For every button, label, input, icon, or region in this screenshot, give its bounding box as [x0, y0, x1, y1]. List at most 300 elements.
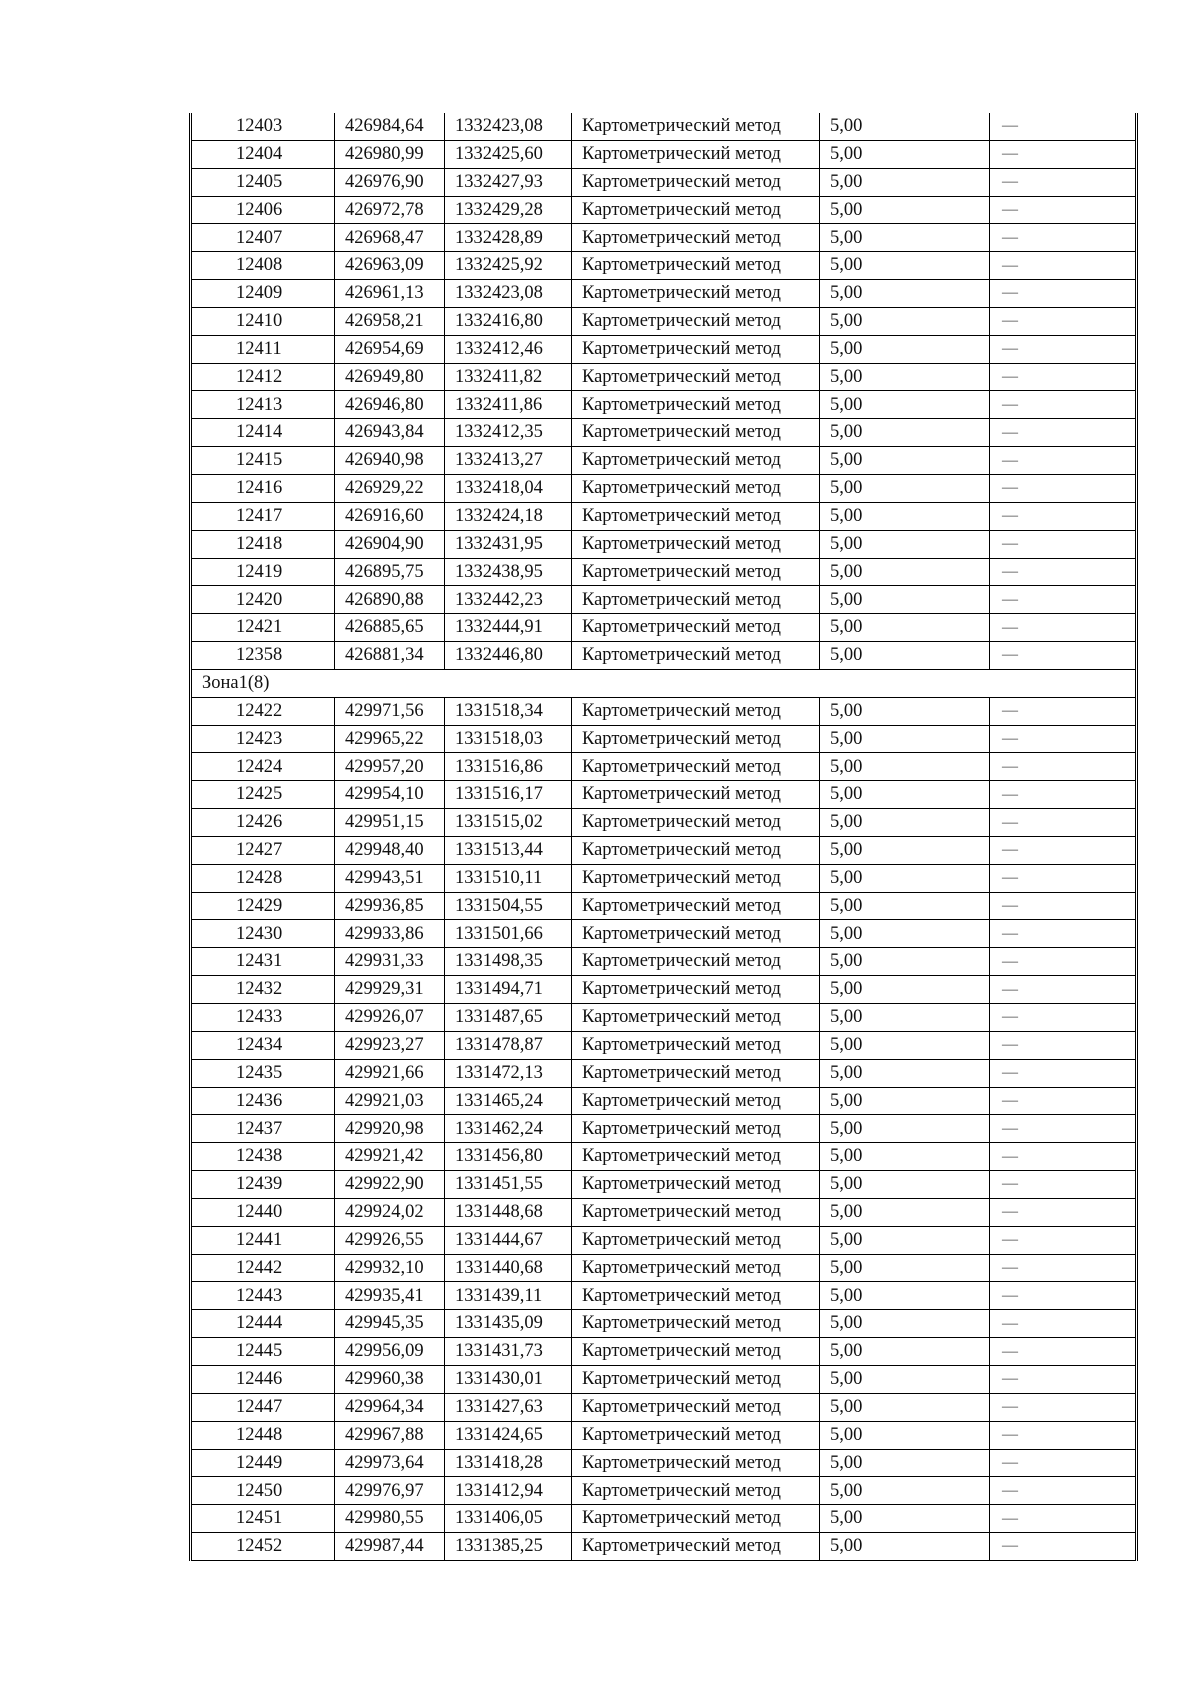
note-cell: — [990, 335, 1137, 363]
note-cell: — [990, 697, 1137, 725]
accuracy-cell: 5,00 [820, 1338, 990, 1366]
coord-y-cell: 1331504,55 [445, 892, 572, 920]
coord-y-cell: 1331439,11 [445, 1282, 572, 1310]
coord-y-cell: 1332429,28 [445, 196, 572, 224]
coord-y-cell: 1332412,35 [445, 419, 572, 447]
method-cell: Картометрический метод [572, 892, 820, 920]
method-cell: Картометрический метод [572, 447, 820, 475]
point-id-cell: 12436 [191, 1087, 335, 1115]
accuracy-cell: 5,00 [820, 252, 990, 280]
note-cell: — [990, 1004, 1137, 1032]
table-row [191, 1254, 1137, 1282]
table-row [191, 1449, 1137, 1477]
point-id-cell: 12451 [191, 1505, 335, 1533]
point-id-cell: 12438 [191, 1143, 335, 1171]
coord-x-cell: 429922,90 [335, 1171, 445, 1199]
note-cell: — [990, 1533, 1137, 1561]
coord-x-cell: 429935,41 [335, 1282, 445, 1310]
accuracy-cell: 5,00 [820, 419, 990, 447]
accuracy-cell: 5,00 [820, 1226, 990, 1254]
accuracy-cell: 5,00 [820, 948, 990, 976]
coord-y-cell: 1331478,87 [445, 1031, 572, 1059]
table-row [191, 558, 1137, 586]
coord-x-cell: 429920,98 [335, 1115, 445, 1143]
accuracy-cell: 5,00 [820, 864, 990, 892]
table-row [191, 1533, 1137, 1561]
point-id-cell: 12408 [191, 252, 335, 280]
note-cell: — [990, 1143, 1137, 1171]
coord-x-cell: 426946,80 [335, 391, 445, 419]
point-id-cell: 12424 [191, 753, 335, 781]
accuracy-cell: 5,00 [820, 1115, 990, 1143]
coord-x-cell: 429929,31 [335, 976, 445, 1004]
point-id-cell: 12411 [191, 335, 335, 363]
table-row [191, 1310, 1137, 1338]
point-id-cell: 12435 [191, 1059, 335, 1087]
method-cell: Картометрический метод [572, 530, 820, 558]
point-id-cell: 12452 [191, 1533, 335, 1561]
method-cell: Картометрический метод [572, 1477, 820, 1505]
coord-y-cell: 1331501,66 [445, 920, 572, 948]
coord-x-cell: 429921,66 [335, 1059, 445, 1087]
coord-x-cell: 426954,69 [335, 335, 445, 363]
accuracy-cell: 5,00 [820, 1421, 990, 1449]
table-row [191, 920, 1137, 948]
point-id-cell: 12440 [191, 1198, 335, 1226]
point-id-cell: 12449 [191, 1449, 335, 1477]
accuracy-cell: 5,00 [820, 140, 990, 168]
point-id-cell: 12431 [191, 948, 335, 976]
note-cell: — [990, 836, 1137, 864]
point-id-cell: 12417 [191, 502, 335, 530]
coord-x-cell: 426963,09 [335, 252, 445, 280]
coord-x-cell: 429926,07 [335, 1004, 445, 1032]
table-row [191, 614, 1137, 642]
coord-x-cell: 429976,97 [335, 1477, 445, 1505]
table-row [191, 140, 1137, 168]
coord-x-cell: 426904,90 [335, 530, 445, 558]
coord-y-cell: 1332413,27 [445, 447, 572, 475]
accuracy-cell: 5,00 [820, 1143, 990, 1171]
note-cell: — [990, 753, 1137, 781]
coord-x-cell: 426895,75 [335, 558, 445, 586]
coord-x-cell: 426943,84 [335, 419, 445, 447]
point-id-cell: 12446 [191, 1365, 335, 1393]
method-cell: Картометрический метод [572, 1171, 820, 1199]
coord-y-cell: 1332442,23 [445, 586, 572, 614]
table-row [191, 1087, 1137, 1115]
coord-x-cell: 426961,13 [335, 280, 445, 308]
method-cell: Картометрический метод [572, 697, 820, 725]
method-cell: Картометрический метод [572, 363, 820, 391]
point-id-cell: 12443 [191, 1282, 335, 1310]
table-row [191, 781, 1137, 809]
accuracy-cell: 5,00 [820, 1171, 990, 1199]
coord-y-cell: 1331516,17 [445, 781, 572, 809]
method-cell: Картометрический метод [572, 140, 820, 168]
accuracy-cell: 5,00 [820, 1031, 990, 1059]
accuracy-cell: 5,00 [820, 697, 990, 725]
note-cell: — [990, 502, 1137, 530]
point-id-cell: 12433 [191, 1004, 335, 1032]
note-cell: — [990, 1226, 1137, 1254]
note-cell: — [990, 280, 1137, 308]
note-cell: — [990, 725, 1137, 753]
method-cell: Картометрический метод [572, 836, 820, 864]
note-cell: — [990, 1365, 1137, 1393]
table-row [191, 892, 1137, 920]
table-row [191, 1393, 1137, 1421]
coord-y-cell: 1332423,08 [445, 280, 572, 308]
coord-x-cell: 429931,33 [335, 948, 445, 976]
accuracy-cell: 5,00 [820, 1365, 990, 1393]
table-row [191, 1059, 1137, 1087]
coord-y-cell: 1331448,68 [445, 1198, 572, 1226]
point-id-cell: 12442 [191, 1254, 335, 1282]
coord-y-cell: 1331518,34 [445, 697, 572, 725]
coord-x-cell: 429951,15 [335, 809, 445, 837]
coord-y-cell: 1331385,25 [445, 1533, 572, 1561]
table-row [191, 1171, 1137, 1199]
coord-y-cell: 1331462,24 [445, 1115, 572, 1143]
note-cell: — [990, 1087, 1137, 1115]
note-cell: — [990, 252, 1137, 280]
point-id-cell: 12414 [191, 419, 335, 447]
table-row [191, 1505, 1137, 1533]
coord-y-cell: 1331456,80 [445, 1143, 572, 1171]
accuracy-cell: 5,00 [820, 530, 990, 558]
accuracy-cell: 5,00 [820, 642, 990, 670]
coordinates-table [189, 113, 1138, 1561]
note-cell: — [990, 419, 1137, 447]
table-row [191, 113, 1137, 140]
point-id-cell: 12432 [191, 976, 335, 1004]
note-cell: — [990, 1198, 1137, 1226]
point-id-cell: 12423 [191, 725, 335, 753]
coord-x-cell: 429965,22 [335, 725, 445, 753]
coord-x-cell: 426890,88 [335, 586, 445, 614]
coord-y-cell: 1332438,95 [445, 558, 572, 586]
table-row [191, 1115, 1137, 1143]
accuracy-cell: 5,00 [820, 586, 990, 614]
coord-y-cell: 1331440,68 [445, 1254, 572, 1282]
point-id-cell: 12422 [191, 697, 335, 725]
method-cell: Картометрический метод [572, 1533, 820, 1561]
point-id-cell: 12448 [191, 1421, 335, 1449]
table-row [191, 753, 1137, 781]
method-cell: Картометрический метод [572, 1505, 820, 1533]
coord-y-cell: 1331515,02 [445, 809, 572, 837]
table-row [191, 1031, 1137, 1059]
table-row [191, 1143, 1137, 1171]
accuracy-cell: 5,00 [820, 781, 990, 809]
method-cell: Картометрический метод [572, 419, 820, 447]
point-id-cell: 12444 [191, 1310, 335, 1338]
accuracy-cell: 5,00 [820, 1087, 990, 1115]
note-cell: — [990, 1059, 1137, 1087]
point-id-cell: 12404 [191, 140, 335, 168]
coord-x-cell: 429921,42 [335, 1143, 445, 1171]
coord-y-cell: 1331424,65 [445, 1421, 572, 1449]
table-row [191, 1365, 1137, 1393]
method-cell: Картометрический метод [572, 502, 820, 530]
point-id-cell: 12409 [191, 280, 335, 308]
method-cell: Картометрический метод [572, 113, 820, 140]
coord-y-cell: 1332425,92 [445, 252, 572, 280]
coord-x-cell: 429923,27 [335, 1031, 445, 1059]
point-id-cell: 12421 [191, 614, 335, 642]
table-row [191, 1226, 1137, 1254]
note-cell: — [990, 391, 1137, 419]
table-row [191, 196, 1137, 224]
method-cell: Картометрический метод [572, 753, 820, 781]
note-cell: — [990, 976, 1137, 1004]
accuracy-cell: 5,00 [820, 113, 990, 140]
note-cell: — [990, 1505, 1137, 1533]
note-cell: — [990, 781, 1137, 809]
point-id-cell: 12358 [191, 642, 335, 670]
coord-x-cell: 426940,98 [335, 447, 445, 475]
table-row [191, 419, 1137, 447]
coord-y-cell: 1332411,82 [445, 363, 572, 391]
table-row [191, 391, 1137, 419]
table-row [191, 586, 1137, 614]
note-cell: — [990, 1393, 1137, 1421]
coord-y-cell: 1331510,11 [445, 864, 572, 892]
accuracy-cell: 5,00 [820, 1533, 990, 1561]
coord-x-cell: 426949,80 [335, 363, 445, 391]
method-cell: Картометрический метод [572, 781, 820, 809]
accuracy-cell: 5,00 [820, 1505, 990, 1533]
accuracy-cell: 5,00 [820, 809, 990, 837]
method-cell: Картометрический метод [572, 1338, 820, 1366]
point-id-cell: 12439 [191, 1171, 335, 1199]
note-cell: — [990, 558, 1137, 586]
accuracy-cell: 5,00 [820, 1254, 990, 1282]
coord-x-cell: 429945,35 [335, 1310, 445, 1338]
note-cell: — [990, 948, 1137, 976]
table-row [191, 474, 1137, 502]
point-id-cell: 12426 [191, 809, 335, 837]
table-row [191, 864, 1137, 892]
method-cell: Картометрический метод [572, 864, 820, 892]
point-id-cell: 12419 [191, 558, 335, 586]
accuracy-cell: 5,00 [820, 614, 990, 642]
note-cell: — [990, 1449, 1137, 1477]
coord-y-cell: 1332425,60 [445, 140, 572, 168]
table-row [191, 447, 1137, 475]
accuracy-cell: 5,00 [820, 1282, 990, 1310]
method-cell: Картометрический метод [572, 586, 820, 614]
coord-y-cell: 1331430,01 [445, 1365, 572, 1393]
note-cell: — [990, 113, 1137, 140]
point-id-cell: 12416 [191, 474, 335, 502]
coord-x-cell: 429924,02 [335, 1198, 445, 1226]
method-cell: Картометрический метод [572, 1004, 820, 1032]
method-cell: Картометрический метод [572, 224, 820, 252]
note-cell: — [990, 363, 1137, 391]
accuracy-cell: 5,00 [820, 892, 990, 920]
coord-x-cell: 429948,40 [335, 836, 445, 864]
coord-y-cell: 1331444,67 [445, 1226, 572, 1254]
note-cell: — [990, 1338, 1137, 1366]
coord-x-cell: 429926,55 [335, 1226, 445, 1254]
point-id-cell: 12406 [191, 196, 335, 224]
note-cell: — [990, 196, 1137, 224]
method-cell: Картометрический метод [572, 920, 820, 948]
point-id-cell: 12425 [191, 781, 335, 809]
point-id-cell: 12445 [191, 1338, 335, 1366]
method-cell: Картометрический метод [572, 391, 820, 419]
accuracy-cell: 5,00 [820, 1393, 990, 1421]
method-cell: Картометрический метод [572, 1226, 820, 1254]
coord-y-cell: 1331472,13 [445, 1059, 572, 1087]
coord-y-cell: 1332411,86 [445, 391, 572, 419]
note-cell: — [990, 307, 1137, 335]
method-cell: Картометрический метод [572, 1254, 820, 1282]
accuracy-cell: 5,00 [820, 1310, 990, 1338]
coord-x-cell: 426881,34 [335, 642, 445, 670]
coord-y-cell: 1331498,35 [445, 948, 572, 976]
accuracy-cell: 5,00 [820, 1059, 990, 1087]
coord-x-cell: 429967,88 [335, 1421, 445, 1449]
table-row [191, 1477, 1137, 1505]
coord-x-cell: 429921,03 [335, 1087, 445, 1115]
point-id-cell: 12412 [191, 363, 335, 391]
accuracy-cell: 5,00 [820, 836, 990, 864]
table-row [191, 363, 1137, 391]
table-row [191, 836, 1137, 864]
note-cell: — [990, 892, 1137, 920]
coord-x-cell: 429960,38 [335, 1365, 445, 1393]
coord-x-cell: 429933,86 [335, 920, 445, 948]
accuracy-cell: 5,00 [820, 1198, 990, 1226]
accuracy-cell: 5,00 [820, 1477, 990, 1505]
coord-x-cell: 426929,22 [335, 474, 445, 502]
coord-x-cell: 426968,47 [335, 224, 445, 252]
point-id-cell: 12437 [191, 1115, 335, 1143]
accuracy-cell: 5,00 [820, 1449, 990, 1477]
coord-y-cell: 1332446,80 [445, 642, 572, 670]
coord-x-cell: 426916,60 [335, 502, 445, 530]
method-cell: Картометрический метод [572, 1198, 820, 1226]
coord-x-cell: 426976,90 [335, 168, 445, 196]
coord-y-cell: 1331451,55 [445, 1171, 572, 1199]
method-cell: Картометрический метод [572, 725, 820, 753]
coord-y-cell: 1332423,08 [445, 113, 572, 140]
table-row [191, 725, 1137, 753]
point-id-cell: 12415 [191, 447, 335, 475]
point-id-cell: 12430 [191, 920, 335, 948]
point-id-cell: 12418 [191, 530, 335, 558]
point-id-cell: 12434 [191, 1031, 335, 1059]
method-cell: Картометрический метод [572, 1115, 820, 1143]
method-cell: Картометрический метод [572, 1310, 820, 1338]
coord-x-cell: 429980,55 [335, 1505, 445, 1533]
method-cell: Картометрический метод [572, 809, 820, 837]
note-cell: — [990, 1254, 1137, 1282]
table-row [191, 1004, 1137, 1032]
table-row [191, 697, 1137, 725]
accuracy-cell: 5,00 [820, 307, 990, 335]
coordinates-table-body [191, 113, 1137, 1560]
point-id-cell: 12428 [191, 864, 335, 892]
coord-x-cell: 429971,56 [335, 697, 445, 725]
accuracy-cell: 5,00 [820, 1004, 990, 1032]
method-cell: Картометрический метод [572, 614, 820, 642]
coord-y-cell: 1331487,65 [445, 1004, 572, 1032]
method-cell: Картометрический метод [572, 1031, 820, 1059]
coord-x-cell: 426972,78 [335, 196, 445, 224]
coord-y-cell: 1331412,94 [445, 1477, 572, 1505]
accuracy-cell: 5,00 [820, 474, 990, 502]
table-row [191, 335, 1137, 363]
method-cell: Картометрический метод [572, 474, 820, 502]
note-cell: — [990, 809, 1137, 837]
point-id-cell: 12407 [191, 224, 335, 252]
accuracy-cell: 5,00 [820, 558, 990, 586]
accuracy-cell: 5,00 [820, 976, 990, 1004]
table-row [191, 502, 1137, 530]
coord-y-cell: 1332431,95 [445, 530, 572, 558]
accuracy-cell: 5,00 [820, 502, 990, 530]
note-cell: — [990, 1171, 1137, 1199]
method-cell: Картометрический метод [572, 1421, 820, 1449]
method-cell: Картометрический метод [572, 1449, 820, 1477]
table-row [191, 948, 1137, 976]
coord-y-cell: 1331418,28 [445, 1449, 572, 1477]
note-cell: — [990, 447, 1137, 475]
point-id-cell: 12447 [191, 1393, 335, 1421]
method-cell: Картометрический метод [572, 252, 820, 280]
coord-y-cell: 1332428,89 [445, 224, 572, 252]
coord-y-cell: 1332416,80 [445, 307, 572, 335]
coord-y-cell: 1332444,91 [445, 614, 572, 642]
coord-x-cell: 429964,34 [335, 1393, 445, 1421]
table-row [191, 809, 1137, 837]
method-cell: Картометрический метод [572, 558, 820, 586]
note-cell: — [990, 1115, 1137, 1143]
method-cell: Картометрический метод [572, 196, 820, 224]
point-id-cell: 12450 [191, 1477, 335, 1505]
method-cell: Картометрический метод [572, 1143, 820, 1171]
accuracy-cell: 5,00 [820, 363, 990, 391]
table-row [191, 1421, 1137, 1449]
note-cell: — [990, 1031, 1137, 1059]
table-row [191, 1198, 1137, 1226]
note-cell: — [990, 1477, 1137, 1505]
accuracy-cell: 5,00 [820, 280, 990, 308]
coord-x-cell: 429987,44 [335, 1533, 445, 1561]
coord-x-cell: 429973,64 [335, 1449, 445, 1477]
table-row [191, 1282, 1137, 1310]
note-cell: — [990, 168, 1137, 196]
accuracy-cell: 5,00 [820, 224, 990, 252]
method-cell: Картометрический метод [572, 976, 820, 1004]
table-row [191, 280, 1137, 308]
note-cell: — [990, 474, 1137, 502]
coord-y-cell: 1331431,73 [445, 1338, 572, 1366]
zone-header-row [191, 669, 1137, 697]
table-row [191, 168, 1137, 196]
method-cell: Картометрический метод [572, 307, 820, 335]
coord-x-cell: 429936,85 [335, 892, 445, 920]
accuracy-cell: 5,00 [820, 391, 990, 419]
coord-x-cell: 429956,09 [335, 1338, 445, 1366]
coord-x-cell: 429943,51 [335, 864, 445, 892]
point-id-cell: 12441 [191, 1226, 335, 1254]
coord-y-cell: 1331427,63 [445, 1393, 572, 1421]
